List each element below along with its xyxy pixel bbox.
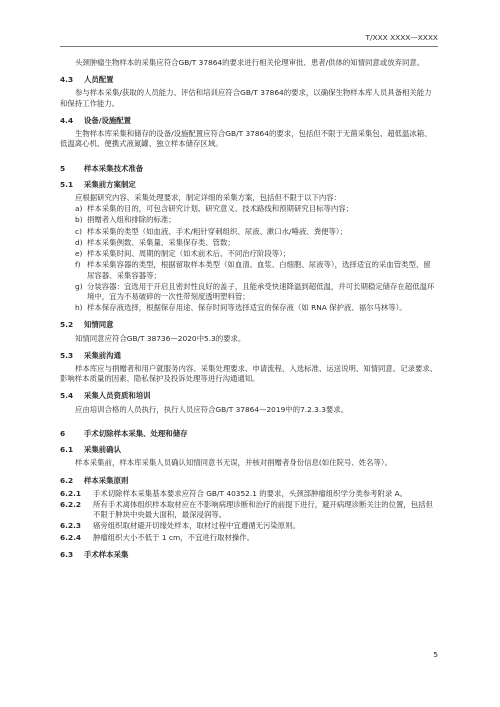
paragraph-6-1: 样本采集前，样本库采集人员确认知情同意书无误，并核对捐赠者身份信息(如住院号、姓名等）。 (75, 458, 392, 468)
paragraph-5-4: 应由培训合格的人员执行，执行人员应符合GB/T 37864—2019中的7.2.3.3要求。 (75, 404, 349, 414)
list-6-2 (60, 489, 438, 543)
list-item: c) 样本采集的类型（如血液、手术/粗针穿刺组织、尿液、漱口水/唾液、粪便等）； (75, 226, 347, 236)
paragraph-4-4: 生物样本库采集和储存的设备/设施配置应符合GB/T 37864的要求，包括但不限于无菌采集包、超低温冰箱、低温离心机、便携式液氮罐、独立样本储存区域。 (60, 129, 432, 149)
heading-number: 6.2 (60, 475, 74, 485)
intro-paragraph: 头颈肿瘤生物样本的采集应符合GB/T 37864的要求进行相关伦理审批、患者/供体的知情同意或放弃同意。 (75, 58, 425, 67)
heading-5-1 (60, 180, 438, 190)
heading-5-4 (60, 391, 438, 401)
heading-number: 4.4 (60, 115, 74, 125)
page-number: 5 (433, 650, 438, 659)
list-item: b) 捐赠者入组和排除的标准； (75, 215, 176, 225)
heading-title: 采集人员资质和培训 (84, 391, 151, 401)
heading-title: 手术切除样本采集、处理和储存 (84, 428, 188, 438)
clause-item: 6.2.4 肿瘤组织大小不低于 1 cm，不宜进行取材操作。 (60, 532, 255, 542)
heading-number: 5.3 (60, 350, 74, 360)
heading-title: 采集前确认 (84, 445, 121, 455)
heading-number: 6.1 (60, 445, 74, 455)
heading-6 (60, 429, 438, 439)
clause-item: 6.2.2 所有手术离体组织样本取材应在不影响病理诊断和治疗的前提下进行，避开病理诊断关注的位置，包括但不限于肿块中央最大面积，最深浸润等。 (60, 500, 433, 520)
heading-5 (60, 164, 438, 174)
heading-6-1 (60, 445, 438, 455)
list-item: f) 样本采集容器的类型，根据留取样本类型（如血清、血浆、白细胞、尿液等），选择适宜的采血管类型、留尿容器、采集容器等； (75, 260, 431, 280)
heading-title: 采集前方案制定 (84, 179, 136, 189)
clause-item: 6.2.1 手术切除样本采集基本要求应符合 GB/T 40352.1 的要求，头颈部肿瘤组织学分类参考附录 A。 (60, 488, 408, 498)
heading-number: 5 (60, 163, 66, 173)
heading-5-2 (60, 320, 438, 330)
heading-title: 采集前沟通 (84, 350, 121, 360)
heading-number: 6 (60, 428, 66, 438)
list-item: h) 样本保存液选择，根据保存用途、保存时间等选择适宜的保存液（如 RNA 保护液、福尔马林等）。 (75, 303, 407, 313)
heading-6-2 (60, 476, 438, 486)
heading-title: 知情同意 (84, 320, 114, 330)
list-item: a) 样本采集的目的，可包含研究计划、研究意义、技术路线和预期研究目标等内容； (75, 204, 354, 214)
list-item: d) 样本采集例数、采集量、采集保存类、管数； (75, 237, 235, 247)
heading-number: 5.2 (60, 320, 74, 330)
heading-title: 手术样本采集 (84, 549, 129, 559)
heading-5-3 (60, 351, 438, 361)
list-5-1 (60, 204, 438, 313)
heading-4-4 (60, 116, 438, 126)
doc-code-header: T/XXX XXXX—XXXX (60, 33, 438, 47)
heading-6-3 (60, 550, 438, 560)
heading-title: 样本采集原则 (84, 475, 129, 485)
list-item: e) 样本采集时间、周期的制定（如术前术后、不同治疗阶段等）； (75, 249, 291, 259)
paragraph-5-1: 应根据研究内容、采集处理要求，制定详细的采集方案，包括但不限于以下内容： (75, 192, 342, 202)
paragraph-4-3: 参与样本采集/获取的人员能力、评估和培训应符合GB/T 37864的要求，以确保生物样本库人员具备相关能力和保持工作能力。 (60, 88, 432, 108)
heading-number: 5.1 (60, 179, 74, 189)
heading-number: 4.3 (60, 75, 74, 85)
clause-item: 6.2.3 癌旁组织取材避开切缘处样本，取材过程中宜遵循无污染原则。 (60, 521, 300, 531)
paragraph-5-2: 知情同意应符合GB/T 38736—2020中5.3的要求。 (75, 333, 246, 343)
heading-title: 人员配置 (84, 75, 114, 85)
heading-title: 设备/设施配置 (84, 115, 132, 125)
paragraph-5-3: 样本库应与捐赠者和用户就服务内容、采集处理要求、申请流程、入选标准、运送说明、知情同意、记录要求、影响样本质量的因素、隐私保护及投诉处理等进行沟通通知。 (60, 364, 438, 384)
heading-number: 6.3 (60, 549, 74, 559)
heading-4-3 (60, 75, 438, 85)
heading-number: 5.4 (60, 391, 74, 401)
list-item: g) 分装容器：宜选用于开启且密封性良好的盖子，且能承受快速降温到超低温，并可长期稳定储存在超低温环境中，宜为不易破碎的一次性带刻度透明塑料管； (75, 281, 435, 301)
page-content (60, 58, 438, 563)
heading-title: 样本采集技术准备 (84, 163, 144, 173)
